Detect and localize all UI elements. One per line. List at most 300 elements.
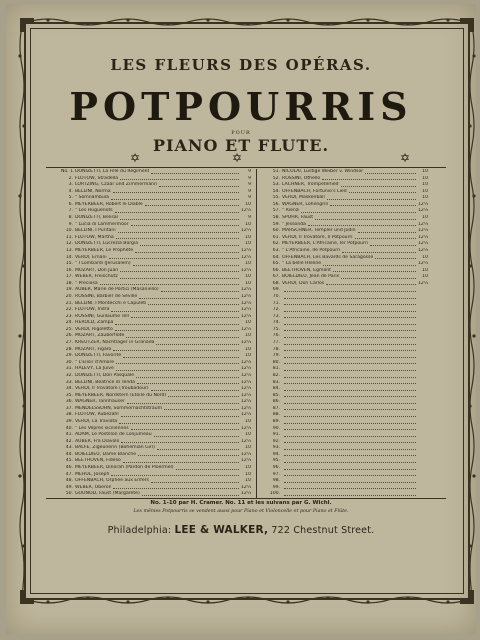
dot-leader [284, 373, 416, 378]
dot-leader [284, 399, 416, 404]
list-item [268, 169, 428, 176]
item-number: 98. [272, 478, 280, 484]
star-center-icon: ✡ [232, 151, 243, 165]
list-item [268, 360, 428, 367]
dot-leader [284, 333, 416, 338]
dot-leader [284, 439, 416, 444]
dot-leader [349, 189, 416, 194]
item-title: DONIZETTI, Favorite [75, 353, 122, 359]
dot-leader [157, 445, 239, 450]
list-item [61, 406, 251, 413]
list-item [61, 314, 251, 321]
item-title: VERDI, Don Carlos [282, 280, 325, 286]
item-number: 26. [65, 333, 73, 339]
item-title: " Rienzi [282, 208, 300, 214]
item-price: 10 [245, 320, 251, 326]
star-right-icon: ✡ [400, 151, 411, 165]
list-item [61, 261, 251, 268]
item-price: 12½ [241, 405, 251, 411]
item-title: MOZART, Don Juan [75, 267, 119, 273]
item-number: 18. [65, 280, 73, 286]
item-number: 84. [272, 386, 280, 392]
item-price: 10 [245, 418, 251, 424]
item-price: 12½ [418, 234, 428, 240]
item-number: 34. [65, 386, 73, 392]
item-price: 12½ [241, 340, 251, 346]
item-title: " Lucia di Lammermoor [75, 221, 129, 227]
item-number: 28. [65, 346, 73, 352]
table-bottom-rule [46, 498, 446, 499]
dot-leader [161, 287, 239, 292]
item-price [418, 333, 428, 340]
list-item [268, 412, 428, 419]
dot-leader [308, 222, 416, 227]
item-number: 61. [272, 234, 280, 240]
item-price [418, 419, 428, 426]
item-price: 10 [245, 478, 251, 484]
item-price: 12½ [418, 247, 428, 253]
item-title: " L'Elisir d'Amore [75, 359, 115, 365]
list-item [268, 472, 428, 479]
instrumentation: PIANO ET FLUTE. [152, 136, 330, 155]
item-price: 12½ [241, 491, 251, 497]
item-price: 12½ [241, 399, 251, 405]
item-title: MEYERBEER, Le Prophète [75, 247, 134, 253]
item-price [418, 399, 428, 406]
item-price: 12½ [241, 425, 251, 431]
list-item [61, 333, 251, 340]
item-price: 12½ [418, 261, 428, 267]
list-item [268, 432, 428, 439]
list-item [268, 439, 428, 446]
item-number: 77. [272, 340, 280, 346]
list-item [61, 419, 251, 426]
dot-leader [121, 412, 239, 417]
list-item [61, 393, 251, 400]
item-price [418, 478, 428, 485]
list-item [268, 182, 428, 189]
item-price: 10 [422, 175, 428, 181]
dot-leader [116, 366, 239, 371]
dot-leader [284, 366, 416, 371]
item-title: MEYERBEER, Dinorah (Pardon de Ploërmel) [75, 465, 174, 471]
list-item [268, 465, 428, 472]
item-number: 71. [272, 300, 280, 306]
sheet-music-cover [6, 4, 476, 634]
list-item [268, 458, 428, 465]
dot-leader [375, 255, 416, 260]
item-title: KREUTZER, Nachtlager in Granada [75, 340, 155, 346]
item-price: 9 [248, 188, 251, 194]
list-item [268, 452, 428, 459]
item-title: DONIZETTI, Don Pasquale [75, 372, 135, 378]
item-number: 50. [65, 491, 73, 497]
item-number: 45. [65, 458, 73, 464]
item-number: 51. [272, 169, 280, 174]
list-item [61, 281, 251, 288]
dot-leader [284, 327, 416, 332]
item-number: 44. [65, 451, 73, 457]
dot-leader [131, 426, 239, 431]
item-number: 42. [65, 438, 73, 444]
item-price [418, 412, 428, 419]
item-title: MEYERBEER, Robert le Diable [75, 201, 143, 207]
item-number: 64. [272, 254, 280, 260]
item-title: WEBER, Oberon [75, 484, 112, 490]
list-item [61, 228, 251, 235]
item-price: 10 [422, 169, 428, 174]
item-price: 10 [245, 274, 251, 280]
item-number: 90. [272, 425, 280, 431]
item-title: WEBER, Freischütz [75, 274, 118, 280]
dot-leader [151, 169, 239, 174]
list-item [61, 189, 251, 196]
item-price: 9 [248, 215, 251, 221]
catalogue-right-column [268, 169, 428, 499]
item-number: 53. [272, 182, 280, 188]
item-title: " Preciosa [75, 280, 98, 286]
item-number: 11. [65, 234, 73, 240]
dot-leader [142, 491, 239, 496]
dot-leader [284, 301, 416, 306]
item-number: 7. [68, 208, 73, 214]
item-number: 67. [272, 274, 280, 280]
item-number: 54. [272, 188, 280, 194]
dot-leader [176, 465, 239, 470]
item-price: 10 [245, 241, 251, 247]
list-item [268, 347, 428, 354]
list-item [268, 228, 428, 235]
main-title: POTPOURRIS [69, 84, 413, 129]
item-title: DONIZETTI, Lucrezia Borgia [75, 241, 139, 247]
item-title: " La belle Hélène [282, 261, 322, 267]
list-item [61, 208, 251, 215]
item-number: 55. [272, 195, 280, 201]
dot-leader [116, 235, 239, 240]
list-item [268, 399, 428, 406]
item-price: 12½ [241, 438, 251, 444]
dot-leader [284, 314, 416, 319]
dot-leader [326, 281, 416, 286]
list-item [61, 274, 251, 281]
list-item [61, 169, 251, 176]
list-item [268, 294, 428, 301]
list-item [268, 426, 428, 433]
item-title: MEYERBEER, L'Africaine, Ier Potpourri [282, 241, 369, 247]
item-price [418, 426, 428, 433]
editions-note: Les mêmes Potpourris se vendent aussi pour Piano et Violoncelle et pour Piano et Flûte. [133, 509, 349, 514]
item-price: 12½ [241, 458, 251, 464]
item-number: 14. [65, 254, 73, 260]
list-item [61, 215, 251, 222]
dot-leader [284, 465, 416, 470]
item-price [418, 320, 428, 327]
item-price [418, 340, 428, 347]
list-item [61, 301, 251, 308]
list-item [268, 327, 428, 334]
item-number: 31. [65, 366, 73, 372]
dot-leader [284, 412, 416, 417]
item-title: MENDELSSOHN, Sommernachtstraum [75, 405, 163, 411]
pour-label: POUR [231, 130, 251, 136]
item-price: 12½ [241, 392, 251, 398]
item-price: 10 [245, 280, 251, 286]
item-number: 39. [65, 418, 73, 424]
item-number: 43. [65, 445, 73, 451]
item-number: 25. [65, 326, 73, 332]
item-price: 12½ [241, 228, 251, 234]
item-price [418, 301, 428, 308]
list-item [61, 294, 251, 301]
dot-leader [127, 399, 239, 404]
dot-leader [370, 241, 416, 246]
dot-leader [137, 380, 239, 385]
list-item [61, 327, 251, 334]
item-number: 95. [272, 458, 280, 464]
list-item [268, 419, 428, 426]
item-price: 12½ [241, 287, 251, 293]
item-title: SPOHR, Faust [282, 215, 314, 221]
item-price: 12½ [418, 201, 428, 207]
dot-leader [284, 491, 416, 496]
item-price [418, 353, 428, 360]
item-number: No. 1. [61, 169, 75, 174]
list-item [268, 333, 428, 340]
item-title: FLOTOW, Rübezahl [75, 412, 119, 418]
list-item [268, 380, 428, 387]
dot-leader [284, 445, 416, 450]
dot-leader [301, 208, 416, 213]
item-number: 93. [272, 445, 280, 451]
item-title: FLOTOW, Martha [75, 234, 114, 240]
item-number: 58. [272, 215, 280, 221]
dot-leader [133, 261, 239, 266]
item-number: 40. [65, 425, 73, 431]
item-price: 12½ [418, 280, 428, 286]
item-title: NICOLAI, Lustige Weiber v. Windsor [282, 169, 364, 174]
dot-leader [168, 393, 239, 398]
dot-leader [315, 215, 416, 220]
list-item [268, 386, 428, 393]
item-price: 12½ [418, 228, 428, 234]
item-price [418, 485, 428, 492]
item-price: 10 [422, 267, 428, 273]
item-title: MEHUL, Joseph [75, 471, 110, 477]
item-price: 12½ [241, 254, 251, 260]
item-number: 2. [68, 175, 73, 181]
item-price [418, 439, 428, 446]
item-number: 87. [272, 405, 280, 411]
list-item [268, 393, 428, 400]
list-item [61, 182, 251, 189]
list-item [61, 412, 251, 419]
table-top-rule [46, 167, 446, 168]
item-price [418, 327, 428, 334]
dot-leader [284, 472, 416, 477]
dot-leader [145, 202, 239, 207]
star-left-icon: ✡ [130, 151, 141, 165]
list-item [61, 222, 251, 229]
item-title: VERDI, Maskenball [282, 195, 325, 201]
list-item [61, 176, 251, 183]
dot-leader [342, 248, 416, 253]
item-number: 85. [272, 392, 280, 398]
item-price: 10 [245, 465, 251, 471]
item-number: 72. [272, 307, 280, 313]
list-item [61, 320, 251, 327]
dot-leader [284, 287, 416, 292]
item-number: 70. [272, 293, 280, 299]
item-number: 96. [272, 465, 280, 471]
dot-leader [355, 235, 416, 240]
item-number: 100. [269, 491, 280, 497]
dot-leader [164, 406, 239, 411]
list-item [268, 478, 428, 485]
item-number: 47. [65, 471, 73, 477]
dot-leader [131, 222, 239, 227]
list-item [61, 353, 251, 360]
dot-leader [111, 472, 239, 477]
list-item [61, 426, 251, 433]
item-number: 27. [65, 340, 73, 346]
dot-leader [322, 176, 416, 181]
item-title: ROSSINI, Barbier de Séville [75, 293, 138, 299]
list-item [268, 195, 428, 202]
list-item [268, 406, 428, 413]
item-number: 68. [272, 280, 280, 286]
item-price: 10 [422, 215, 428, 221]
list-item [268, 235, 428, 242]
dot-leader [327, 195, 416, 200]
list-item [61, 386, 251, 393]
item-number: 69. [272, 287, 280, 293]
list-item [61, 485, 251, 492]
dot-leader [284, 294, 416, 299]
item-number: 12. [65, 241, 73, 247]
item-price [418, 452, 428, 459]
item-number: 33. [65, 379, 73, 385]
dot-leader [156, 340, 239, 345]
item-number: 56. [272, 201, 280, 207]
item-number: 8. [68, 215, 73, 221]
list-item [61, 268, 251, 275]
item-price: 12½ [418, 241, 428, 247]
list-item [268, 353, 428, 360]
dot-leader [123, 353, 239, 358]
item-number: 83. [272, 379, 280, 385]
dot-leader [120, 274, 239, 279]
list-item [268, 274, 428, 281]
item-title: DONIZETTI, Belisar [75, 215, 119, 221]
list-item [268, 340, 428, 347]
item-price: 10 [245, 221, 251, 227]
list-item [61, 255, 251, 262]
dot-leader [113, 347, 239, 352]
item-price: 9 [248, 175, 251, 181]
list-item [61, 287, 251, 294]
dot-leader [330, 202, 416, 207]
item-number: 20. [65, 293, 73, 299]
list-item [61, 373, 251, 380]
item-number: 89. [272, 418, 280, 424]
item-price: 10 [422, 274, 428, 280]
item-number: 48. [65, 478, 73, 484]
list-item [268, 222, 428, 229]
item-title: OFFENBACH, Les Bavards de Saragosse [282, 254, 374, 260]
list-item [61, 380, 251, 387]
item-number: 57. [272, 208, 280, 214]
dot-leader [115, 320, 239, 325]
item-price: 12½ [241, 313, 251, 319]
item-title: HALEVY, La Juive [75, 366, 114, 372]
item-price: 10 [422, 195, 428, 201]
item-price [418, 406, 428, 413]
dot-leader [341, 274, 416, 279]
item-number: 9. [68, 221, 73, 227]
publisher-address: 722 Chestnut Street. [271, 525, 375, 536]
dot-leader [284, 380, 416, 385]
dot-leader [115, 208, 239, 213]
list-item [268, 485, 428, 492]
list-item [268, 208, 428, 215]
item-price: 10 [245, 261, 251, 267]
item-price: 10 [245, 471, 251, 477]
list-item [61, 445, 251, 452]
list-item [61, 195, 251, 202]
item-title: " Jessonda [282, 221, 306, 227]
dot-leader [284, 307, 416, 312]
dot-leader [100, 281, 239, 286]
dot-leader [341, 182, 416, 187]
list-item [61, 340, 251, 347]
item-price: 10 [245, 234, 251, 240]
item-price: 12½ [241, 412, 251, 418]
dot-leader [284, 360, 416, 365]
list-item [268, 261, 428, 268]
item-price [418, 307, 428, 314]
list-item [61, 399, 251, 406]
series-title: LES FLEURS DES OPÉRAS. [110, 56, 372, 74]
item-price: 12½ [241, 372, 251, 378]
item-title: ROSSINI, Othello [282, 175, 321, 181]
dot-leader [111, 307, 239, 312]
dot-leader [284, 320, 416, 325]
dot-leader [284, 478, 416, 483]
item-number: 63. [272, 247, 280, 253]
item-title: " Somnambula [75, 195, 109, 201]
item-price [418, 294, 428, 301]
item-title: AUBER, Fra Diavolo [75, 438, 120, 444]
item-price: 12½ [241, 300, 251, 306]
item-number: 82. [272, 372, 280, 378]
list-item [268, 255, 428, 262]
item-price [418, 287, 428, 294]
item-number: 52. [272, 175, 280, 181]
item-number: 35. [65, 392, 73, 398]
list-item [61, 491, 251, 498]
item-title: VERDI, Il Trovatore (Troubadour) [75, 386, 149, 392]
item-price: 9 [248, 169, 251, 174]
dot-leader [135, 248, 239, 253]
item-title: VERDI, La Traviata [75, 418, 118, 424]
item-number: 24. [65, 320, 73, 326]
item-number: 23. [65, 313, 73, 319]
item-price: 12½ [241, 386, 251, 392]
item-number: 86. [272, 399, 280, 405]
item-title: GOUNOD, Faust (Margarete) [75, 491, 140, 497]
item-price: 10 [245, 201, 251, 207]
list-item [268, 320, 428, 327]
